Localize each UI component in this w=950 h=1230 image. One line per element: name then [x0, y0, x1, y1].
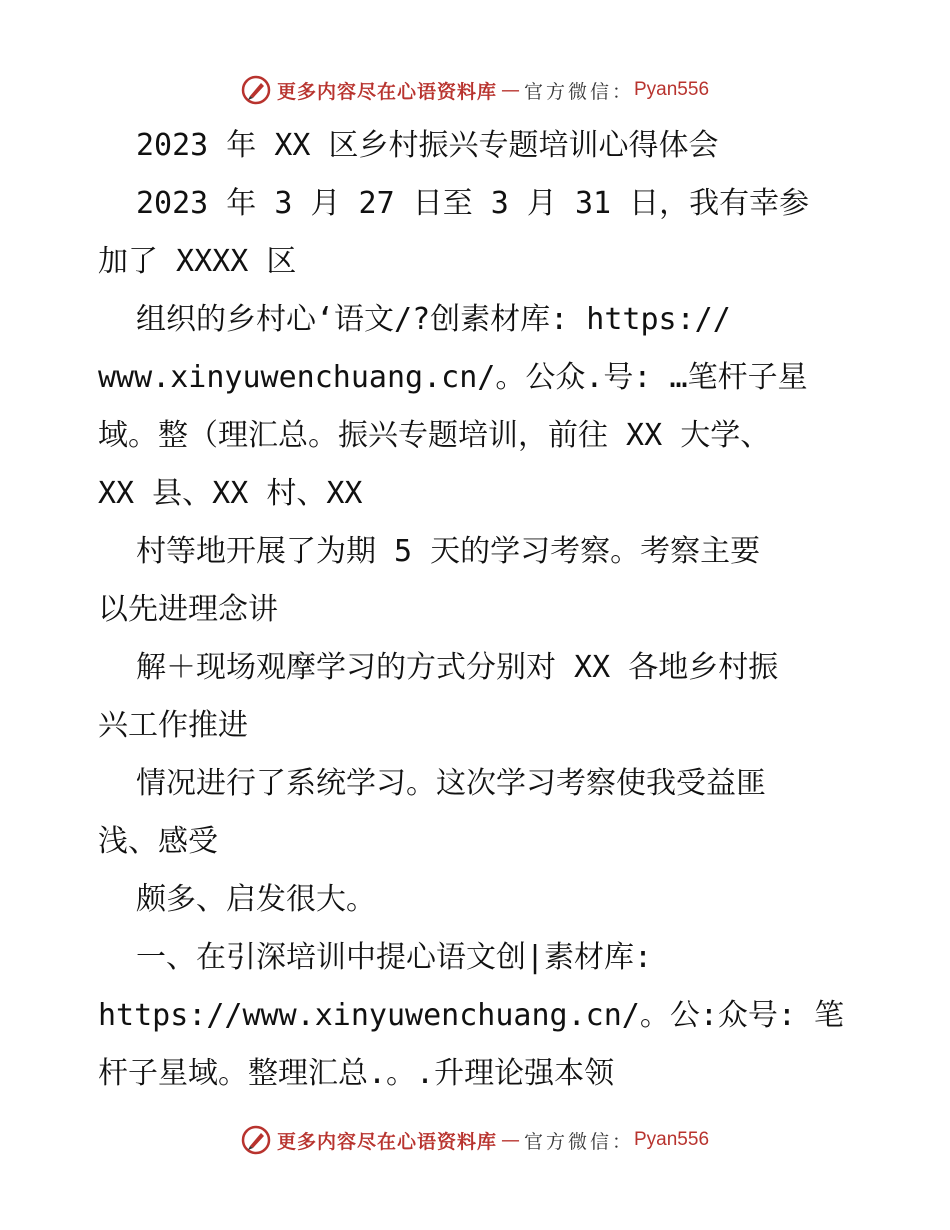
banner-title: 更多内容尽在心语资料库 — [276, 1130, 497, 1153]
document-line: www.xinyuwenchuang.cn/。公众.号: …笔杆子星 — [98, 360, 808, 395]
document-line: 组织的乡村心‘语文/?创素材库: https:// — [136, 302, 731, 337]
document-line: 村等地开展了为期 5 天的学习考察。考察主要 — [136, 534, 761, 569]
document-line: 一、在引深培训中提心语文创|素材库: — [136, 940, 653, 975]
document-line: https://www.xinyuwenchuang.cn/。公:众号: 笔 — [98, 998, 845, 1033]
document-line: 2023 年 XX 区乡村振兴专题培训心得体会 — [136, 128, 719, 163]
banner-wechat-id: Pyan556 — [634, 1129, 710, 1150]
banner-separator: — — [500, 79, 520, 101]
banner-title: 更多内容尽在心语资料库 — [276, 80, 497, 103]
document-line: 域。整（理汇总。振兴专题培训，前往 XX 大学、 — [98, 418, 771, 453]
document-line: 情况进行了系统学习。这次学习考察使我受益匪 — [136, 766, 766, 801]
banner-subtitle: 官方微信： — [523, 1130, 634, 1153]
document-line: 杆子星域。整理汇总.。.升理论强本领 — [98, 1056, 615, 1091]
logo-icon — [241, 75, 271, 105]
document-line: XX 县、XX 村、XX — [98, 476, 363, 511]
header-banner — [0, 70, 950, 110]
document-line: 以先进理念讲 — [98, 592, 278, 627]
document-line: 颇多、启发很大。 — [136, 882, 376, 917]
document-body — [98, 117, 878, 1103]
document-line: 2023 年 3 月 27 日至 3 月 31 日，我有幸参 — [136, 186, 810, 221]
banner-wechat-id: Pyan556 — [634, 79, 710, 100]
logo-icon — [241, 1125, 271, 1155]
footer-banner — [0, 1120, 950, 1160]
banner-separator: — — [500, 1129, 520, 1151]
document-line: 解＋现场观摩学习的方式分别对 XX 各地乡村振 — [136, 650, 779, 685]
document-line: 浅、感受 — [98, 824, 218, 859]
document-line: 加了 XXXX 区 — [98, 244, 297, 279]
document-line: 兴工作推进 — [98, 708, 248, 743]
banner-subtitle: 官方微信： — [523, 80, 634, 103]
